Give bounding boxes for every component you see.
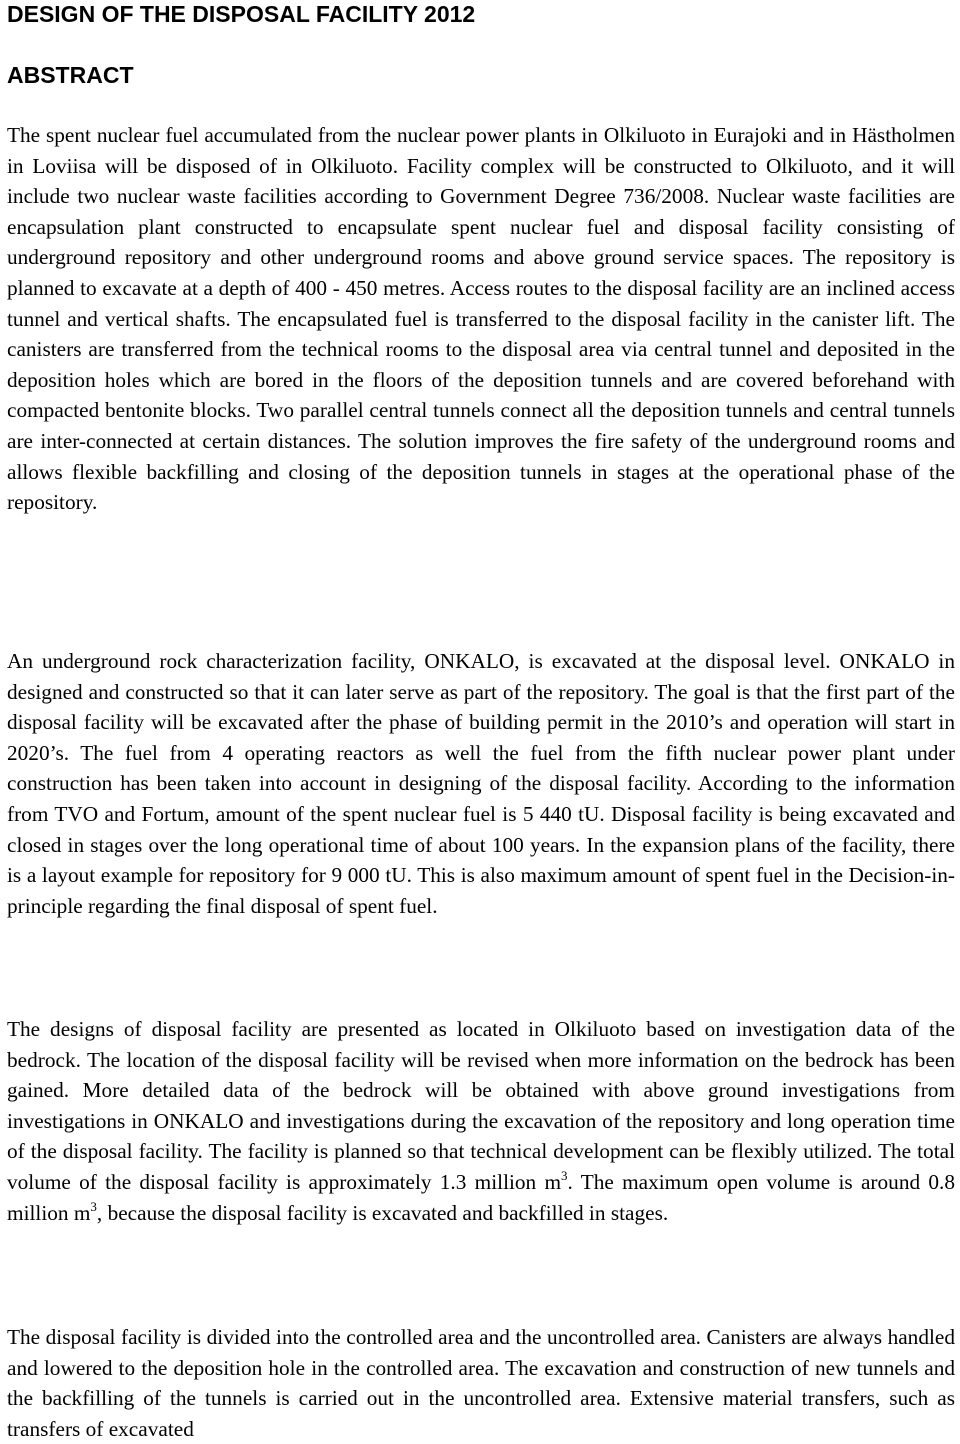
paragraph-2: An underground rock characterization facility, ONKALO, is excavated at the disposal level. ONKALO in designed and constructed so that it can later serve as part of the repository. The goal is that the first part of the disposal facility will be excavated after the phase of building permit in the 2010’s and operation will start in 2020’s. The fuel from 4 operating reactors as well the fuel from the fifth nuclear power plant under construction has been taken into account in designing of the disposal facility. According to the information from TVO and Fortum, amount of the spent nuclear fuel is 5 440 tU. Disposal facility is being excavated and closed in stages over the long operational time of about 100 years. In the expansion plans of the facility, there is a layout example for repository for 9 000 tU. This is also maximum amount of spent fuel in the Decision-in-principle regarding the final disposal of spent fuel.: [7, 649, 955, 918]
superscript-cubed: 3: [561, 1167, 568, 1183]
paragraph-1: The spent nuclear fuel accumulated from the nuclear power plants in Olkiluoto in Eurajoki and in Hästholmen in Loviisa will be disposed of in Olkiluoto. Facility complex will be constructed to Olkiluoto, and it will include two nuclear waste facilities according to Government Degree 736/2008. Nuclear waste facilities are encapsulation plant constructed to encapsulate spent nuclear fuel and disposal facility consisting of underground repository and other underground rooms and above ground service spaces. The repository is planned to excavate at a depth of 400 - 450 metres. Access routes to the disposal facility are an inclined access tunnel and vertical shafts. The encapsulated fuel is transferred to the disposal facility in the canister lift. The canisters are transferred from the technical rooms to the disposal area via central tunnel and deposited in the deposition holes which are bored in the floors of the deposition tunnels and are covered beforehand with compacted bentonite blocks. Two parallel central tunnels connect all the deposition tunnels and central tunnels are inter-connected at certain distances. The solution improves the fire safety of the underground rooms and allows flexible backfilling and closing of the deposition tunnels in stages at the operational phase of the repository.: [7, 123, 955, 515]
section-heading-abstract: ABSTRACT: [7, 62, 134, 88]
paragraph-3-text-a: The designs of disposal facility are presented as located in Olkiluoto based on investigation data of the bedrock. The location of the disposal facility will be revised when more information on the bedrock has been gained. More detailed data of the bedrock will be obtained with above ground investigations from investigations in ONKALO and investigations during the excavation of the repository and long operation time of the disposal facility. The facility is planned so that technical development can be flexibly utilized. The total volume of the disposal facility is approximately 1.3 million m: [7, 1017, 955, 1194]
document-title: DESIGN OF THE DISPOSAL FACILITY 2012: [7, 1, 476, 27]
paragraph-4: The disposal facility is divided into the controlled area and the uncontrolled area. Canisters are always handled and lowered to the deposition hole in the controlled area. The excavation and construction of new tunnels and the backfilling of the tunnels is carried out in the uncontrolled area. Extensive material transfers, such as transfers of excavated: [7, 1325, 955, 1441]
paragraph-3-text-c: , because the disposal facility is excavated and backfilled in stages.: [96, 1200, 669, 1225]
superscript-cubed: 3: [90, 1198, 97, 1214]
paragraph-3: [7, 1014, 955, 1228]
paragraph-3-text-b: . The maximum open volume is around 0.8 million m: [7, 1169, 955, 1225]
